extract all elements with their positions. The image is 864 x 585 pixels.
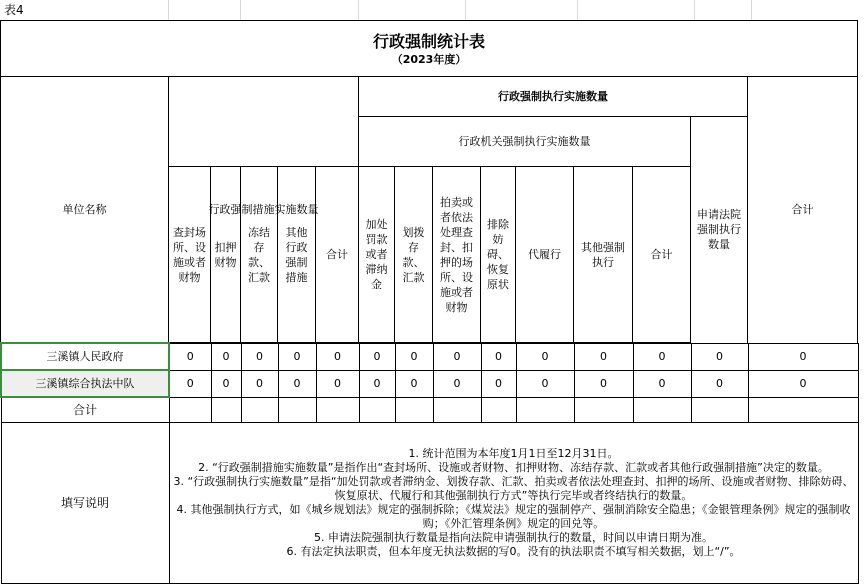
value-cell[interactable]: 0 <box>278 370 316 397</box>
value-cell[interactable]: 0 <box>278 343 316 370</box>
value-cell[interactable]: 0 <box>481 343 516 370</box>
page-subtitle: （2023年度） <box>391 52 467 66</box>
value-cell[interactable]: 0 <box>574 370 633 397</box>
note-line: 4. 其他强制执行方式，如《城乡规划法》规定的强制拆除；《煤炭法》规定的强制停产、强制消除安全隐患；《金银管理条例》规定的强制收购；《外汇管理条例》规定的回兑等。 <box>176 502 851 530</box>
header-unit-name: 单位名称 <box>1 77 169 344</box>
total-cell[interactable] <box>748 397 858 422</box>
value-cell[interactable]: 0 <box>359 370 395 397</box>
table-row <box>1 370 858 397</box>
total-cell[interactable] <box>169 397 211 422</box>
value-cell[interactable]: 0 <box>241 343 278 370</box>
note-line: 1. 统计范围为本年度1月1日至12月31日。 <box>408 446 619 460</box>
header-measures-col-5: 合计 <box>316 167 359 343</box>
note-line: 2. “行政强制措施实施数量”是指作出“查封场所、设施或者财物、扣押财物、冻结存款、汇款或者其他行政强制措施”决定的数量。 <box>198 460 829 474</box>
total-cell[interactable] <box>574 397 633 422</box>
data-table <box>0 342 859 584</box>
value-cell[interactable]: 0 <box>316 343 359 370</box>
note-line: 6. 有法定执法职责，但本年度无执法数据的写0。没有的执法职责不填写相关数据，划上“/”。 <box>286 544 741 558</box>
value-cell[interactable]: 0 <box>691 370 748 397</box>
value-cell[interactable]: 0 <box>481 370 516 397</box>
value-cell[interactable]: 0 <box>748 343 858 370</box>
total-cell[interactable] <box>691 397 748 422</box>
table-row <box>1 343 858 370</box>
value-cell[interactable]: 0 <box>633 370 691 397</box>
header-grand-total: 合计 <box>748 77 858 344</box>
note-line: 5. 申请法院强制执行数量是指向法院申请强制执行的数量，时间以申请日期为准。 <box>314 530 713 544</box>
total-cell[interactable] <box>211 397 241 422</box>
value-cell[interactable]: 0 <box>316 370 359 397</box>
value-cell[interactable]: 0 <box>691 343 748 370</box>
value-cell[interactable]: 0 <box>433 370 481 397</box>
total-cell[interactable] <box>433 397 481 422</box>
header-agency-col-2: 划拨存款、汇款 <box>395 167 433 343</box>
notes-text <box>169 422 858 583</box>
notes-row <box>1 422 858 583</box>
value-cell[interactable]: 0 <box>395 343 433 370</box>
value-cell[interactable]: 0 <box>169 370 211 397</box>
value-cell[interactable]: 0 <box>748 370 858 397</box>
total-cell[interactable] <box>481 397 516 422</box>
header-measures-col-2: 扣押财物 <box>211 167 241 343</box>
header-agency-col-5: 代履行 <box>516 167 574 343</box>
value-cell[interactable]: 0 <box>633 343 691 370</box>
header-agency-col-4: 排除妨碍、恢复原状 <box>481 167 516 343</box>
statistics-table <box>0 20 858 344</box>
total-cell[interactable] <box>633 397 691 422</box>
measures-columns <box>168 166 359 342</box>
header-agency-col-1: 加处罚款或者滞纳金 <box>359 167 395 343</box>
sheet-header-row <box>0 0 864 20</box>
header-agency-col-7: 合计 <box>633 167 691 343</box>
total-cell[interactable] <box>359 397 395 422</box>
total-cell[interactable] <box>395 397 433 422</box>
header-measures-col-4: 其他行政强制措施 <box>278 167 316 343</box>
total-row <box>1 397 858 422</box>
title-cell <box>1 21 858 77</box>
total-label: 合计 <box>1 397 169 422</box>
header-measures-group: 行政强制措施实施数量 <box>169 77 359 343</box>
total-cell[interactable] <box>316 397 359 422</box>
total-cell[interactable] <box>241 397 278 422</box>
total-cell[interactable] <box>278 397 316 422</box>
notes-label: 填写说明 <box>1 422 169 583</box>
header-agency-col-6: 其他强制执行 <box>574 167 633 343</box>
value-cell[interactable]: 0 <box>211 370 241 397</box>
value-cell[interactable]: 0 <box>241 370 278 397</box>
header-agency-group: 行政机关强制执行实施数量 <box>359 117 691 167</box>
sheet-label: 表4 <box>4 3 24 17</box>
value-cell[interactable]: 0 <box>211 343 241 370</box>
header-court-application: 申请法院强制执行数量 <box>691 117 748 344</box>
value-cell[interactable]: 0 <box>574 343 633 370</box>
value-cell[interactable]: 0 <box>433 343 481 370</box>
value-cell[interactable]: 0 <box>516 370 574 397</box>
note-line: 3. “行政强制执行实施数量”是指“加处罚款或者滞纳金、划拨存款、汇款、拍卖或者依法处理查封、扣押的场所、设施或者财物、排除妨碍、恢复原状、代履行和其他强制执行方式”等执行完毕或者终结执行的数量。 <box>173 474 854 502</box>
value-cell[interactable]: 0 <box>395 370 433 397</box>
total-cell[interactable] <box>516 397 574 422</box>
header-measures-col-1: 查封场所、设施或者财物 <box>169 167 211 343</box>
value-cell[interactable]: 0 <box>359 343 395 370</box>
header-measures-col-3: 冻结存款、汇款 <box>241 167 278 343</box>
header-agency-col-3: 拍卖或者依法处理查封、扣押的场所、设施或者财物 <box>433 167 481 343</box>
value-cell[interactable]: 0 <box>516 343 574 370</box>
value-cell[interactable]: 0 <box>169 343 211 370</box>
unit-name-cell[interactable]: 三溪镇综合执法中队 <box>1 370 169 397</box>
page-title: 行政强制统计表 <box>373 31 486 51</box>
unit-name-cell[interactable]: 三溪镇人民政府 <box>1 343 169 370</box>
header-execution-group: 行政强制执行实施数量 <box>359 77 748 117</box>
